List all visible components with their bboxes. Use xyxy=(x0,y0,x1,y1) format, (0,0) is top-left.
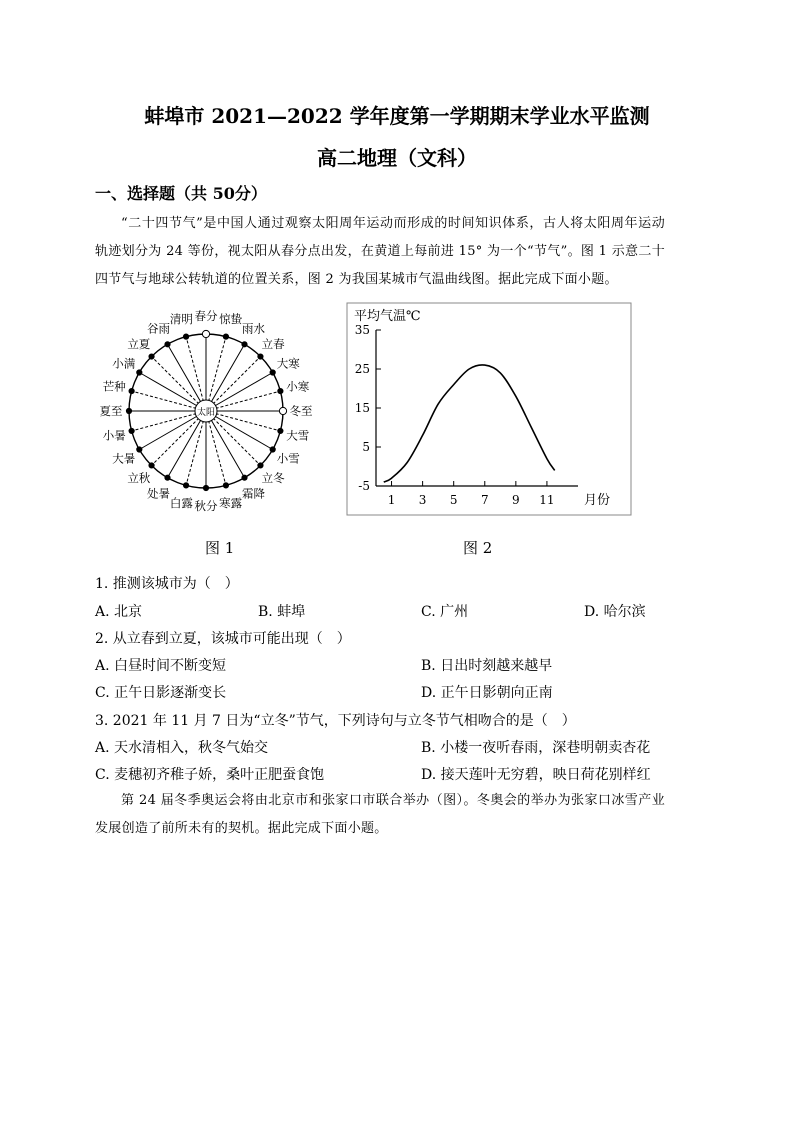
section-heading: 一、选择题（共 50分） xyxy=(95,184,267,203)
x-tick-label: 1 xyxy=(387,493,396,507)
spoke-11 xyxy=(186,411,206,485)
y-tick-label: 15 xyxy=(354,401,370,415)
orbit-point-19 xyxy=(278,388,283,393)
y-tick-label: -5 xyxy=(358,479,370,493)
intro-paragraph-2: 第 24 届冬季奥运会将由北京市和张家口市联合举办（图）。冬奥会的举办为张家口冰雪产业发展创造了前所未有的契机。据此完成下面小题。 xyxy=(95,793,665,836)
spoke-5 xyxy=(132,391,206,411)
question-1-option-b[interactable]: B. 蚌埠 xyxy=(258,604,306,620)
solar-term-label: 白露 xyxy=(169,495,193,510)
spoke-17 xyxy=(206,411,280,431)
solar-term-label: 大雪 xyxy=(286,428,310,443)
orbit-point-5 xyxy=(129,388,134,393)
x-tick-label: 9 xyxy=(512,493,520,507)
orbit-point-9 xyxy=(149,463,154,468)
y-tick-label: 35 xyxy=(354,323,370,337)
intro-paragraph-1: “二十四节气”是中国人通过观察太阳周年运动而形成的时间知识体系，古人将太阳周年运动轨迹划分为 24 等份，视太阳从春分点出发，在黄道上每前进 15° 为一个“节气”。图 1 示意二十四节气与地球公转轨道的位置关系，图 2 为我国某城市气温曲线图。据此完成下面小题。 xyxy=(95,216,665,287)
solar-term-label: 立秋 xyxy=(127,471,151,486)
solar-term-label: 小寒 xyxy=(286,379,310,394)
question-2-option-b[interactable]: B. 日出时刻越来越早 xyxy=(421,658,553,674)
question-2-stem: 2. 从立春到立夏，该城市可能出现（ ） xyxy=(95,631,351,647)
orbit-point-18 xyxy=(279,407,286,414)
solar-term-label: 立春 xyxy=(261,336,285,351)
orbit-point-6 xyxy=(126,408,131,413)
spoke-23 xyxy=(206,337,226,411)
solar-term-label: 惊蛰 xyxy=(219,312,243,327)
spoke-1 xyxy=(186,337,206,411)
orbit-point-7 xyxy=(129,428,134,433)
solar-terms-diagram xyxy=(90,305,330,515)
page-title: 蚌埠市 2021—2022 学年度第一学期期末学业水平监测 xyxy=(144,104,650,128)
orbit-point-22 xyxy=(242,342,247,347)
orbit-point-4 xyxy=(137,370,142,375)
question-2-option-d[interactable]: D. 正午日影朝向正南 xyxy=(421,685,553,701)
question-1-stem: 1. 推测该城市为（ ） xyxy=(95,576,239,592)
y-tick-label: 25 xyxy=(354,362,370,376)
orbit-point-14 xyxy=(242,475,247,480)
x-tick-label: 5 xyxy=(449,493,458,507)
chart-frame xyxy=(347,303,631,515)
question-1-option-c[interactable]: C. 广州 xyxy=(421,604,469,620)
temperature-chart xyxy=(346,302,634,517)
y-axis-label: 平均气温℃ xyxy=(354,309,421,324)
solar-term-label: 霜降 xyxy=(242,486,265,501)
orbit-point-12 xyxy=(203,485,208,490)
solar-term-label: 小雪 xyxy=(276,451,300,466)
y-tick-label: 5 xyxy=(362,440,370,454)
question-2-option-c[interactable]: C. 正午日影逐渐变长 xyxy=(95,685,227,701)
x-tick-label: 11 xyxy=(539,493,555,507)
solar-term-label: 冬至 xyxy=(289,404,313,418)
spoke-7 xyxy=(132,411,206,431)
question-1-option-a[interactable]: A. 北京 xyxy=(95,604,143,620)
figure-2-caption: 图 2 xyxy=(463,539,493,557)
orbit-point-15 xyxy=(258,463,263,468)
solar-term-label: 大寒 xyxy=(276,356,300,371)
solar-term-label: 立夏 xyxy=(127,336,151,351)
solar-term-label: 雨水 xyxy=(242,321,265,336)
solar-term-label: 芒种 xyxy=(102,379,126,394)
solar-term-label: 小满 xyxy=(112,356,136,371)
question-2-option-a[interactable]: A. 白昼时间不断变短 xyxy=(95,658,227,674)
figure-1-caption: 图 1 xyxy=(205,539,235,557)
orbit-point-20 xyxy=(270,370,275,375)
question-3-stem: 3. 2021 年 11 月 7 日为“立冬”节气，下列诗句与立冬节气相吻合的是（ ） xyxy=(95,713,576,729)
question-3-option-a[interactable]: A. 天水清相入，秋冬气始交 xyxy=(95,740,269,756)
solar-term-label: 春分 xyxy=(194,309,218,323)
orbit-point-21 xyxy=(258,354,263,359)
solar-term-label: 清明 xyxy=(169,312,193,327)
orbit-point-0 xyxy=(202,330,209,337)
page-subtitle: 高二地理（文科） xyxy=(317,146,477,170)
x-tick-label: 7 xyxy=(480,493,489,507)
question-3-option-c[interactable]: C. 麦穗初齐稚子娇，桑叶正肥蚕食饱 xyxy=(95,767,325,783)
solar-term-label: 小暑 xyxy=(102,428,126,443)
orbit-point-2 xyxy=(165,342,170,347)
spoke-13 xyxy=(206,411,226,485)
x-tick-label: 3 xyxy=(418,493,427,507)
orbit-point-10 xyxy=(165,475,170,480)
spoke-19 xyxy=(206,391,280,411)
orbit-point-17 xyxy=(278,428,283,433)
question-3-option-d[interactable]: D. 接天莲叶无穷碧，映日荷花别样红 xyxy=(421,767,651,783)
solar-term-label: 寒露 xyxy=(219,495,243,510)
solar-term-label: 立冬 xyxy=(261,471,285,486)
orbit-point-16 xyxy=(270,447,275,452)
solar-term-label: 大暑 xyxy=(112,451,136,466)
solar-term-label: 处暑 xyxy=(147,486,170,501)
sun-label: 太阳 xyxy=(196,408,216,418)
question-3-option-b[interactable]: B. 小楼一夜听春雨，深巷明朝卖杏花 xyxy=(421,740,651,756)
x-axis-label: 月份 xyxy=(584,493,611,508)
solar-term-label: 夏至 xyxy=(99,404,123,418)
solar-term-label: 谷雨 xyxy=(147,321,170,336)
question-1-option-d[interactable]: D. 哈尔滨 xyxy=(584,604,646,620)
orbit-point-3 xyxy=(149,354,154,359)
orbit-point-8 xyxy=(137,447,142,452)
solar-term-label: 秋分 xyxy=(194,499,218,513)
orbit-point-11 xyxy=(183,483,188,488)
orbit-point-13 xyxy=(223,483,228,488)
orbit-point-1 xyxy=(183,334,188,339)
orbit-point-23 xyxy=(223,334,228,339)
